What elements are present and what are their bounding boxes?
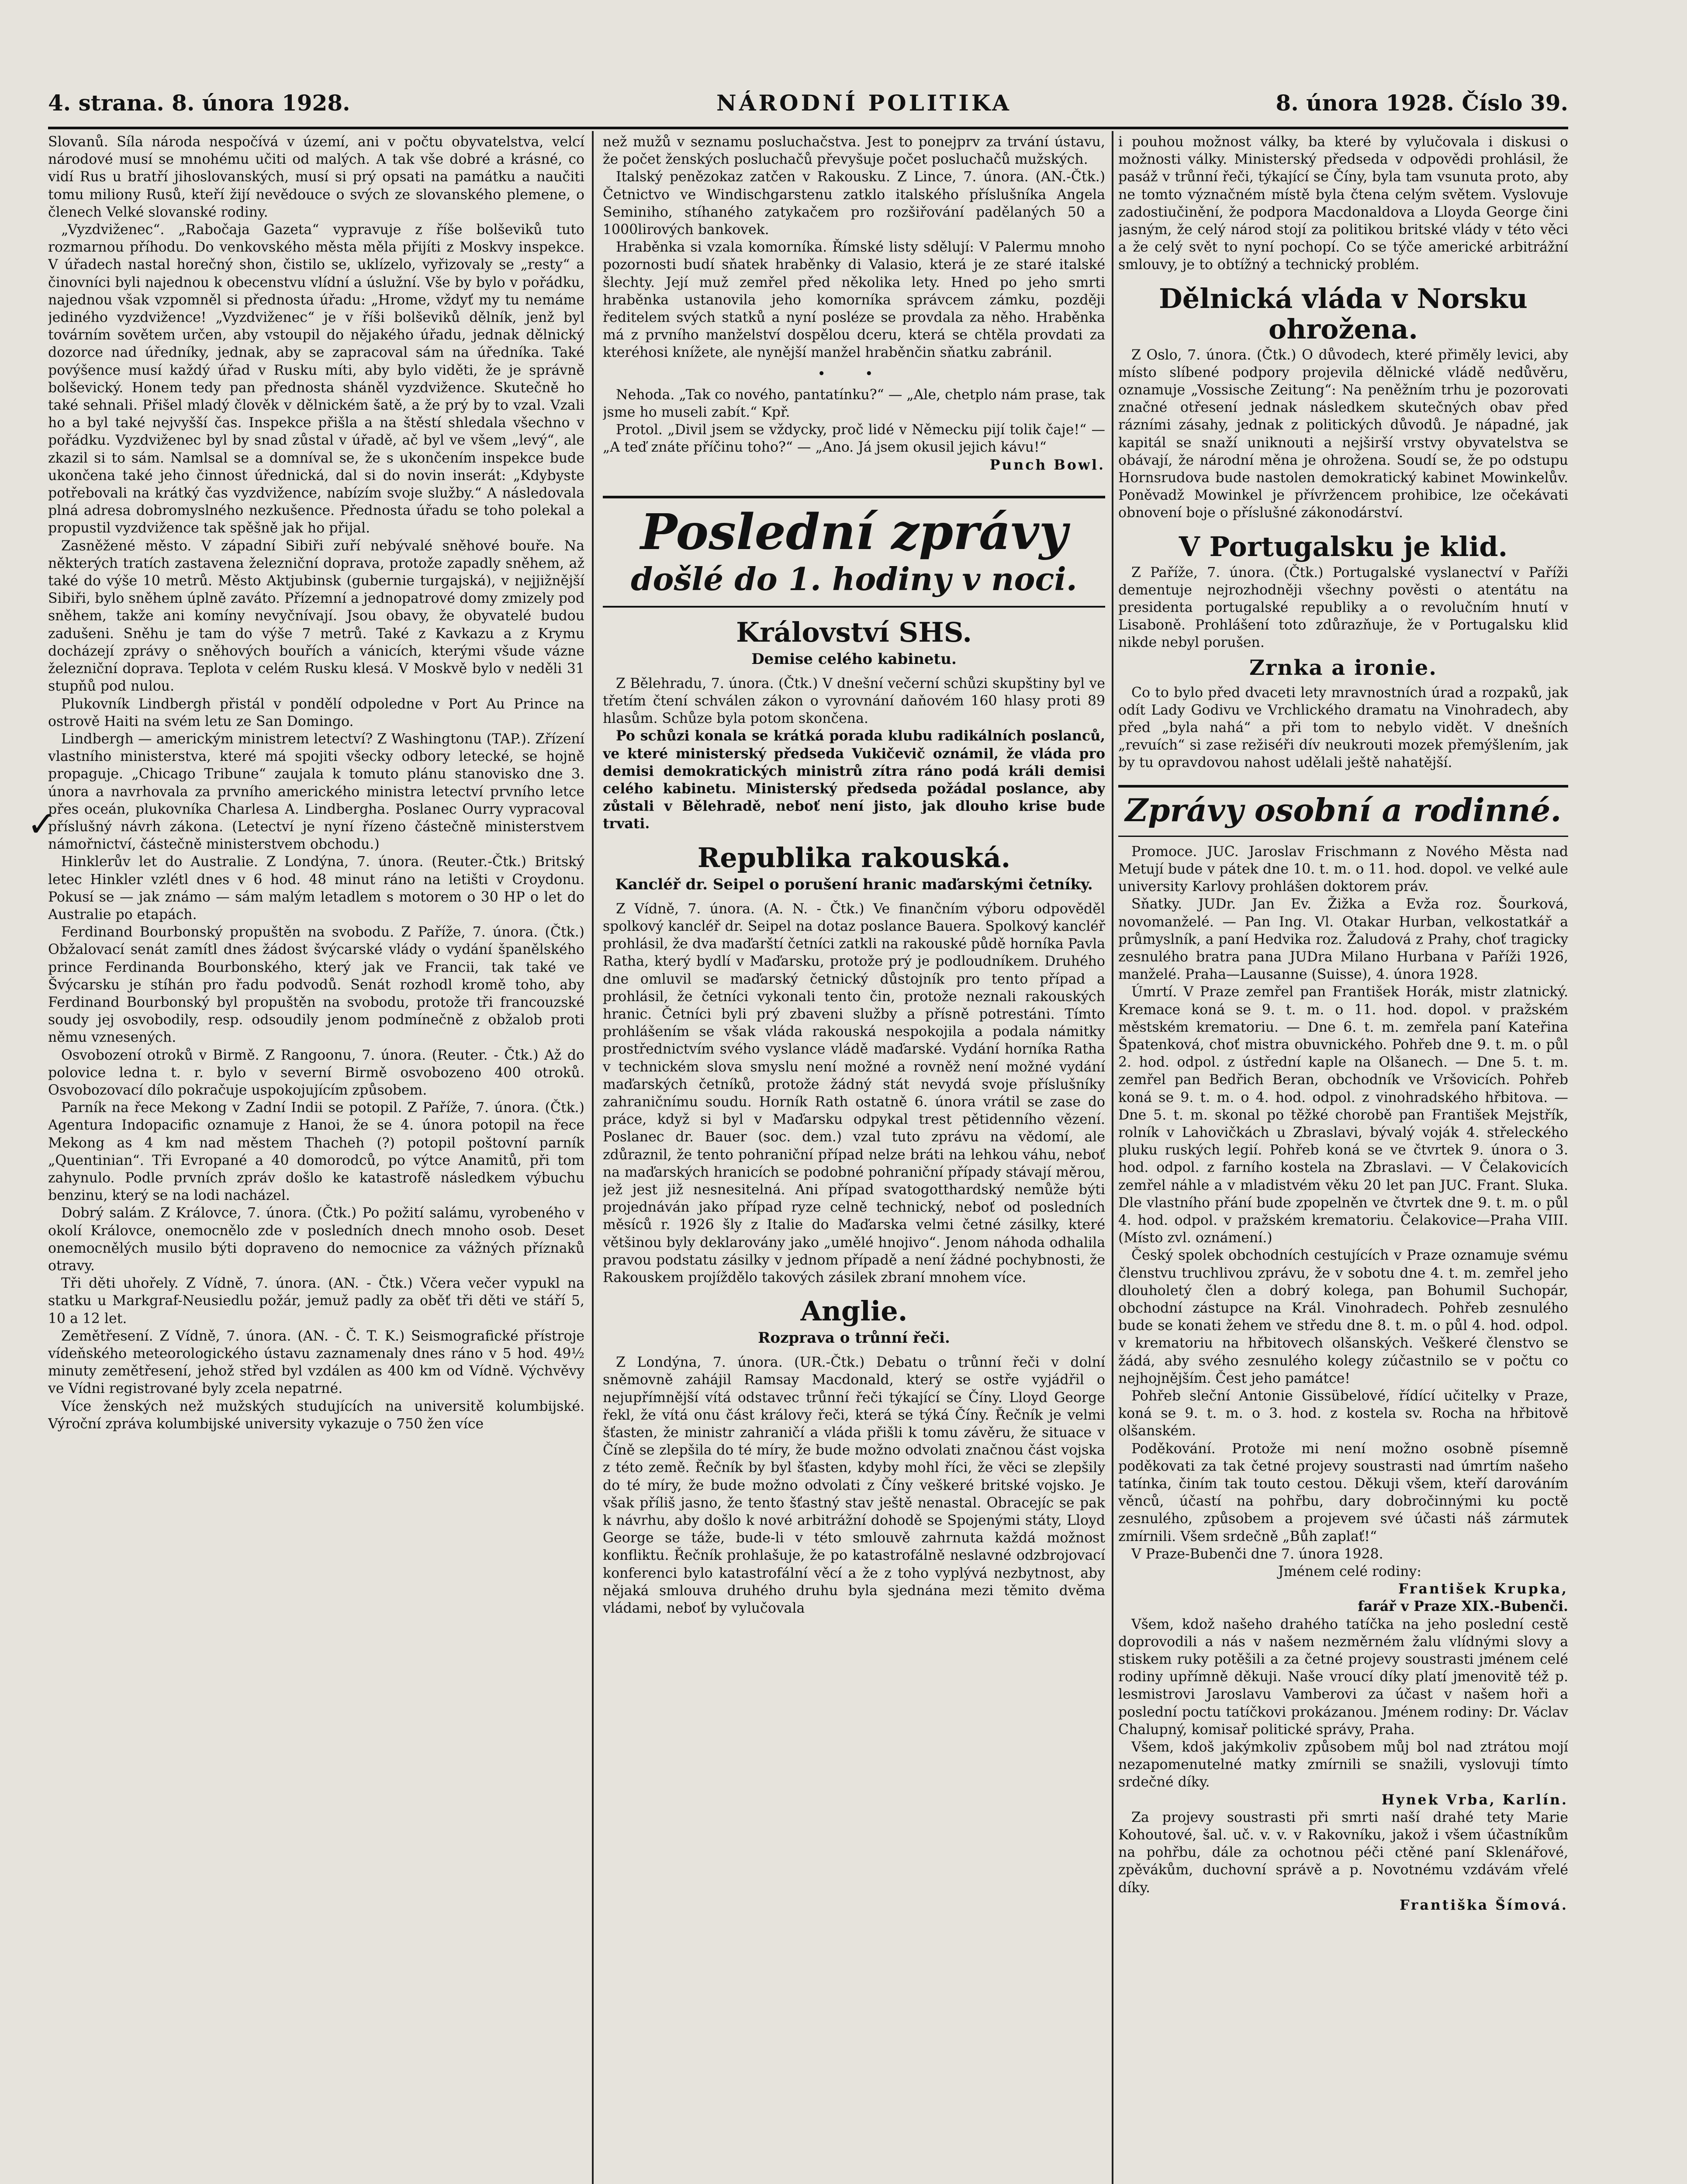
article-rakouska: Z Vídně, 7. února. (A. N. - Čtk.) Ve finančním výboru odpověděl spolkový kancléř dr. Seipel na dotaz poslance Bauera. Spolkový kancléř prohlásil, že dva maďarští četníci zatkli na rakouské půdě horníka Pavla Ratha, který bydlí v Maďarsku, protože prý je podloudníkem. Druhého dne omluvil se maďarský četnický důstojník pro tento případ a prohlásil, že četníci vykonali tento čin, protože neznali rakouských hranic. Četníci byli prý zbaveni služby a přísně potrestáni. Tímto prohlášením se však vláda rakouská nespokojila a podala námitky prostřednictvím svého vyslance vládě maďarské. Vydání horníka Ratha v technickém slova smyslu není možné a rovněž není možné vydání maďarských četníků, protože žádný stát nevydá svoje příslušníky zahraničnímu soudu. Horník Rath ostatně 6. února vrátil se zase do práce, když si byl v Maďarsku odpykal trest pětidenního vězení. Poslanec dr. Bauer (soc. dem.) vzal tuto zprávu na vědomí, ale zdůraznil, že tento pohraniční případ nelze bráti na lehkou váhu, neboť na maďarských hranicích se podobné pohraniční případy stávají měrou, jež jest již nesnesitelná. Ani případ svatogotthardský nemůže býti projednáván jako případ ryze celně technický, neboť od posledních měsíců r. 1926 šly z Italie do Maďarska velmi četné zásilky, které většinou byly deklarovány jako „umělé hnojivo“. Jenom náhoda odhalila pravou podstatu zásilky v jednom případě a není žádné pochybnosti, že Rakouskem projíždělo takových zásilek zbraní mnohem více.: [603, 901, 1105, 1286]
subhead-anglie: Rozprava o trůnní řeči.: [758, 1329, 950, 1347]
article-shs: Z Bělehradu, 7. února. (Čtk.) V dnešní večerní schůzi skupštiny byl ve třetím čtení schválen zákon o vyrovnání daňovém 160 hlasy proti 89 hlasům. Schůze byla potom skončena.: [603, 675, 1105, 727]
masthead: NÁRODNÍ POLITIKA: [716, 90, 1012, 116]
section-portugalsko: V Portugalsku je klid.: [1179, 530, 1508, 563]
article-salam: Dobrý salám. Z Královce, 7. února. (Čtk.) Po požití salámu, vyrobeného v okolí Královce, onemocnělo zde v posledních dnech mnoho osob. Deset onemocnělých musilo býti dopraveno do nemocnice za vážných příznaků otravy.: [48, 1205, 584, 1274]
article-birma: Osvobození otroků v Birmě. Z Rangoonu, 7. února. (Reuter. - Čtk.) Až do polovice ledna t. r. bylo v severní Birmě osvobozeno 400 otroků. Osvobozovací dílo pokračuje uspokojujícím způsobem.: [48, 1047, 584, 1098]
latest-news-title: Poslední zprávy: [640, 503, 1068, 561]
article-lindbergh-minister: Lindbergh — americkým ministrem letectví? Z Washingtonu (TAP.). Zřízení vlastního ministerstva, které má spojiti všecky odbory letecké, se hojně propaguje. „Chicago Tribune“ zaujala k tomuto plánu stanovisko dne 3. února a navrhovala za prvního amerického ministra letectví prvního letce přes oceán, plukovníka Charlesa A. Lindbergha. Poslanec Ourry vypracoval příslušný návrh zákona. (Letectví je nyní řízeno částečně ministerstvem námořnictví, částečně ministerstvem obchodu.): [48, 731, 584, 853]
header-right: 8. února 1928. Číslo 39.: [1276, 90, 1568, 116]
notice-spolek: Český spolek obchodních cestujících v Praze oznamuje svému členstvu truchlivou zprávu, že v sobotu dne 4. t. m. zemřel jeho dlouholetý člen a dobrý kolega, pan Bohumil Suchopár, obchodní zástupce na Král. Vinohradech. Pohřeb zesnulého bude se konati žehem ve středu dne 8. t. m. o půl 4. hod. odpol. v krematoriu na hřbitovech olšanských. Veškeré členstvo se žádá, aby svého zesnulého kolegy zúčastnilo se v počtu co nejhojnějším. Čest jeho památce!: [1118, 1248, 1568, 1386]
section-norsko: Dělnická vláda v Norsku ohrožena.: [1159, 282, 1528, 345]
column-rule-2: [1112, 131, 1113, 2184]
latest-news-subtitle: došlé do 1. hodiny v noci.: [631, 560, 1077, 598]
article-ferdinand: Ferdinand Bourbonský propuštěn na svobodu. Z Paříže, 7. února. (Čtk.) Obžalovací senát zamítl dnes žádost švýcarské vlády o vydání španělského prince Ferdinanda Bourbonského, který jak ve Francii, tak také ve Švýcarsku je stíhán pro řadu podvodů. Senát rozhodl kromě toho, aby Ferdinand Bourbonský byl propuštěn na svobodu, protože tři francouzské soudy jej osvobodily, resp. odsoudily jenom podmínečně z obžalob proti němu vznesených.: [48, 924, 584, 1046]
check-mark: ✓: [27, 804, 57, 844]
article-tri-deti: Tři děti uhořely. Z Vídně, 7. února. (AN. - Čtk.) Včera večer vypukl na statku u Markgraf-Neusiedlu požár, jemuž padly za oběť tři děti ve stáří 5, 10 a 12 let.: [48, 1275, 584, 1327]
notice-podekovani: Poděkování. Protože mi není možno osobně písemně poděkovati za tak četné projevy soustrasti nad úmrtím našeho tatínka, činím tak touto cestou. Děkuji všem, kteří darováním věnců, účastí na pohřbu, dary dobročinnými ku poctě zesnulého, způsobem a projevem své účasti náš zármutek zmírnili. Všem srdečně „Bůh zaplať!“: [1118, 1441, 1568, 1545]
article-intro: Slovanů. Síla národa nespočívá v území, ani v počtu obyvatelstva, velcí národové musí se mnohému učiti od malých. A tak vše dobré a krásné, co vidí Rus u bratří jihoslovanských, musí si prý opsati na památku a naučiti tomu miliony Rusů, kteří žijí nevědouce o svých ze slovanského plemene, o členech Velké slovanské rodiny.: [48, 134, 584, 220]
header-rule: [48, 127, 1568, 129]
section-rakouska: Republika rakouská.: [697, 841, 1011, 874]
section-osobni: Zprávy osobní a rodinné.: [1118, 785, 1568, 837]
article-anglie-cont: i pouhou možnost války, ba které by vylučovala i diskusi o možnosti války. Ministerský předseda v odpovědi prohlásil, že pasáž v trůnní řeči, týkající se Číny, byla tam vsunuta proto, aby ne tomto význačném místě byla čtena celým světem. Vyslovuje zadostiučinění, že podpora Macdonaldova a Lloyda George čini jasným, že celý národ stojí za politikou britské vlády v této věci a že celý svět to nyní pochopí. Co se týče americké arbitrážní smlouvy, je to obtížný a technický problém.: [1118, 134, 1568, 273]
subhead-shs: Demise celého kabinetu.: [751, 650, 957, 668]
notice-pohreb: Pohřeb sleční Antonie Gissübelové, řídící učitelky v Praze, koná se 9. t. m. o 3. hod. z kostela sv. Rocha na hřbitově olšanském.: [1118, 1388, 1568, 1439]
article-anglie: Z Londýna, 7. února. (UR.-Čtk.) Debatu o trůnní řeči v dolní sněmovně zahájil Ramsay Macdonald, který se ostře vyjádřil o nejupřímnější vítá odstavec trůnní řeči týkající se Číny. Lloyd George řekl, že vítá onu část královy řeči, která se týká Číny. Řečník je velmi šťasten, že ministr zahraničí a vláda přišli k tomu závěru, že situace v Číně se zlepšila do té míry, že bude možno odvolati značnou část vojska z této země. Řečník by byl šťasten, kdyby mohl říci, že věci se zlepšily do té míry, že bude možno odvolati z Číny veškeré britské vojsko. Je však příliš jasno, že tento šťastný stav ještě nenastal. Obracejíc se pak k návrhu, aby došlo k nové arbitrážní dohodě se Spojenými státy, Lloyd George se táže, bude-li v této smlouvě zahrnuta každá možnost konfliktu. Řečník prohlašuje, že po katastrofálně neslavné odzbrojovací konferenci bylo katastrofální věcí a že z toho vyplývá nezbytnost, aby nějaká smlouva druhého druhu byla sjednána mezi těmito dvěma vládami, neboť by vylučovala: [603, 1355, 1105, 1616]
article-zasnezene: Zasněžené město. V západní Sibiři zuří nebývalé sněhové bouře. Na některých tratích zastavena železniční doprava, protože zapadly sněhem, až také do výše 10 metrů. Město Aktjubinsk (gubernie turgajská), v nejjižnější Sibiři, bylo sněhem úplně zaváto. Přízemní a jednopatrové domy zmizely pod sněhem, takže ani komíny nevyčnívají. Jsou obavy, že obyvatelé budou zadušeni. Sněhu je tam do výše 7 metrů. Také z Kavkazu a z Krymu docházejí zprávy o sněhových bouřích a vánicích, kterými všude vázne železniční doprava. Teplota v celém Rusku klesá. V Moskvě bylo v neděli 31 stupňů pod nulou.: [48, 538, 584, 695]
article-norsko: Z Oslo, 7. února. (Čtk.) O důvodech, které přiměly levici, aby místo slíbené podpory projevila dělnické vládě nedůvěru, oznamuje „Vossische Zeitung“: Na peněžním trhu je pozorovati značné otřesení jednak následkem skutečných obav před rázními zásahy, jednak z politických důvodů. Je nápadné, jak kapitál se snaží uniknouti a nejširší vrstvy obyvatelstva se obávají, že národní měna je ohrožena. Soudí se, že po odstupu Hornsrudova bude nastolen demokratický kabinet Mowinkelův. Poněvadž Mowinkel je přívržencem prohibice, lze očekávati obnovení boje o příslušné zákonodárství.: [1118, 347, 1568, 521]
notice-soustrast: Za projevy soustrasti při smrti naší drahé tety Marie Kohoutové, šal. uč. v. v. v Rakovníku, jakož i všem účastníkům na pohřbu, dále za ochotnou péči ctěné paní Sklenářové, zpěvákům, duchovní správě a p. Novotnému vzdávám vřelé díky.: [1118, 1809, 1568, 1896]
article-portugalsko: Z Paříže, 7. února. (Čtk.) Portugalské vyslanectví v Paříži dementuje nejrozhodněji všechny pověsti o atentátu na presidenta portugalské republiky a o revolučním hnutí v Lisaboně. Prohlášení toto zdůrazňuje, že v Portugalsku klid nikde nebyl porušen.: [1118, 564, 1568, 651]
article-lindbergh: Plukovník Lindbergh přistál v pondělí odpoledne v Port Au Prince na ostrově Haiti na svém letu ze San Domingo.: [48, 696, 584, 729]
page-header: [48, 90, 1568, 121]
column-3: [1118, 133, 1568, 2184]
article-zrnka: Co to bylo před dvaceti lety mravnostních úrad a rozpaků, jak odít Lady Godivu ve Vrchlického dramatu na Vinohradech, aby před „byla nahá“ a při tom to nebylo vidět. V dnešních „revuích“ si zase režiséři dív neukrouti mozek přemýšlením, jak by tu opravdovou nahost udělali ještě nahatější.: [1118, 684, 1568, 771]
section-shs: Království SHS.: [736, 616, 972, 648]
column-rule-1: [592, 131, 594, 2184]
subhead-rakouska: Kancléř dr. Seipel o porušení hranic maďarskými četníky.: [615, 875, 1093, 893]
section-zrnka: Zrnka a ironie.: [1249, 655, 1438, 680]
article-hrabenka: Hraběnka si vzala komorníka. Římské listy sdělují: V Palermu mnoho pozornosti budí sňatek hraběnky di Valasio, která je ze staré italské šlechty. Její muž zemřel před několika lety. Hned po jeho smrti hraběnka ustanovila jeho komorníka správcem zámku, později ředitelem svých statků a nyní posléze se provdala za něho. Hraběnka má z prvního manželství dospělou dceru, která se chtěla provdati za kteréhosi knížete, ale nynější manžel hraběnčin sňatku zabránil.: [603, 239, 1105, 361]
article-hinkler: Hinklerův let do Australie. Z Londýna, 7. února. (Reuter.-Čtk.) Britský letec Hinkler vzlétl dnes v 6 hod. 48 minut ráno na letišti v Croydonu. Pokusí se — jak známo — sám malým letadlem s motorem o 30 HP o let do Australie po etapách.: [48, 854, 584, 923]
article-penezokaz: Italský penězokaz zatčen v Rakousku. Z Lince, 7. února. (AN.-Čtk.) Četnictvo ve Windischgarstenu zatklo italského příslušníka Angela Seminiho, stíhaného zatykačem pro rozšiřování padělaných 50 a 1000lirových bankovek.: [603, 169, 1105, 238]
article-vyzdvizenec: „Vyzdviženec“. „Rabočaja Gazeta“ vypravuje z říše bolševiků tuto rozmarnou příhodu. Do venkovského města měla přijíti z Moskvy inspekce. V úřadech nastal horečný shon, čistilo se, uklízelo, vyřizovaly se „resty“ a činovníci byli najednou k obecenstvu vlídní a úslužní. Vše by bylo v pořádku, najednou však vzpomněl si přednosta úřadu: „Hrome, vždyť my tu nemáme jediného vyzdvižence! „Vyzdviženec“ je v říši bolševiků dělník, jenž byl továrním sovětem určen, aby vstoupil do nějakého úřadu, jednak dělnický dozorce nad úředníky, jednak, aby se zapracoval sám na úředníka. Také povýšence musí každý úřad v Rusku míti, aby bylo viděti, že je správně bolševický. Honem tedy pan přednosta sháněl vyzdvižence. Skutečně ho také sehnali. Přišel mladý člověk v dělnickém šatě, a že prý by to vzal. Vzali ho a byl také nejvyšší čas. Inspekce přišla a na štěstí shledala všechno v pořádku. Vyzdviženec byl by snad zůstal v úřadě, ač byl ve všem „levý“, ale zkazil si to sám. Namlsal se a domníval se, že s ukončením inspekce bude ukončena také jeho činnost úřednická, dal si do novin inserát: „Kdybyste potřebovali na krátký čas vyzdvižence, nabízím svoje služby.“ A následovala plná adresa dobromyslného nezkušence. Přednosta úřadu se toho polekal a propustil vyzdvižence tak spěšně jak ho přijal.: [48, 222, 584, 536]
notice-podek-sig: František Krupka,: [1398, 1581, 1568, 1597]
joke-protol: Protol. „Divil jsem se vždycky, proč lidé v Německu pijí tolik čaje!“ — „A teď znáte příčinu toho?“ — „Ano. Já jsem okusil jejich kávu!“: [603, 422, 1105, 456]
notice-snatky: Sňatky. JUDr. Jan Ev. Žižka a Evža roz. Šourková, novomanželé. — Pan Ing. Vl. Otakar Hurban, velkostatkář a průmyslník, a paní Hedvika roz. Žaludová z Prahy, choť tragicky zesnulého bratra pana JUDra Milano Hurbana v Paříži 1926, manželé. Praha—Lausanne (Suisse), 4. února 1928.: [1118, 896, 1568, 983]
notice-soustrast-sig: Františka Šímová.: [1400, 1897, 1568, 1913]
notice-promoce: Promoce. JUC. Jaroslav Frischmann z Nového Města nad Metují bude v pátek dne 10. t. m. o 11. hod. dopol. ve velké aule university Karlovy prohlášen doktorem práv.: [1118, 843, 1568, 895]
article-shs-bold: Po schůzi konala se krátká porada klubu radikálních poslanců, ve které ministerský předseda Vukičevič oznámil, že vláda pro demisi demokratických ministrů zítra ráno podá králi demisi celého kabinetu. Ministerský předseda požádal poslance, aby zůstali v Bělehradě, neboť není jisto, jak dlouho krise bude trvati.: [603, 728, 1105, 832]
notice-vsem-2: Všem, kdoš jakýmkoliv způsobem můj bol nad ztrátou mojí nezapomenutelné matky zmírnili se snažili, vyslovuji tímto srdečné díky.: [1118, 1739, 1568, 1790]
separator-stars: • •: [817, 366, 891, 382]
section-anglie: Anglie.: [800, 1295, 908, 1327]
article-parnik: Parník na řece Mekong v Zadní Indii se potopil. Z Paříže, 7. února. (Čtk.) Agentura Indopacific oznamuje z Hanoi, že se 4. února potopil na řece Mekong as 4 km nad městem Thacheh (?) potopil poštovní parník „Quentinian“. Tři Evropané a 40 domorodců, po výtce Anamitů, při tom zahynulo. Podle prvních zpráv došlo ke katastrofě následkem výbuchu benzinu, který se na lodi nacházel.: [48, 1100, 584, 1204]
notice-podek-place: V Praze-Bubenči dne 7. února 1928.: [1131, 1546, 1383, 1562]
article-zenskych: Více ženských než mužských studujících na universitě kolumbijské. Výroční zpráva kolumbijské university vykazuje o 750 žen více: [48, 1398, 584, 1432]
latest-news-banner: [603, 496, 1105, 608]
article-continuation: než mužů v seznamu posluchačstva. Jest to ponejprv za trvání ústavu, že počet ženských posluchačů převyšuje počet posluchačů mužských.: [603, 134, 1105, 168]
header-left: 4. strana. 8. února 1928.: [48, 90, 350, 116]
joke-source: Punch Bowl.: [989, 456, 1105, 473]
column-2: [603, 133, 1105, 2184]
notice-vsem-2-sig: Hynek Vrba, Karlín.: [1381, 1791, 1568, 1808]
notice-podek-role: farář v Praze XIX.-Bubenči.: [1358, 1598, 1568, 1615]
article-zemetreseni: Zemětřesení. Z Vídně, 7. února. (AN. - Č. T. K.) Seismografické přístroje vídeňského meteorologického ústavu zaznamenaly dnes ráno v 5 hod. 49½ minuty zemětřesení, jehož střed byl vzdálen as 400 km od Vídně. Výchvěvy ve Vídni registrované byly zcela nepatrné.: [48, 1328, 584, 1397]
joke-nehoda: Nehoda. „Tak co nového, pantatínku?“ — „Ale, chetplo nám prase, tak jsme ho museli zabít.“ Kpř.: [603, 387, 1105, 421]
notice-podek-jmenem: Jménem celé rodiny:: [1278, 1564, 1421, 1580]
notice-vsem-1: Všem, kdož našeho drahého tatíčka na jeho poslední cestě doprovodili a nás v našem nezměrném žalu vlídnými slovy a stiskem ruky potěšili a za četné projevy soustrasti jménem celé rodiny upřímně děkuji. Naše vroucí díky platí jmenovitě též p. lesmistrovi Jaroslavu Vamberovi za účast v našem hoři a poslední poctu tatíčkovi prokázanou. Jménem rodiny: Dr. Václav Chalupný, komisař politické správy, Praha.: [1118, 1616, 1568, 1738]
notice-umrti: Úmrtí. V Praze zemřel pan František Horák, mistr zlatnický. Kremace koná se 9. t. m. o 11. hod. dopol. v pražském městském krematoriu. — Dne 6. t. m. zemřela paní Kateřina Špatenková, choť mistra obuvnického. Pohřeb dne 9. t. m. o půl 2. hod. odpol. z ústřední kaple na Olšanech. — Dne 5. t. m. zemřel pan Bedřich Beran, obchodník ve Vršovicích. Pohřeb koná se 9. t. m. o 4. hod. odpol. z vinohradského hřbitova. — Dne 5. t. m. skonal po těžké chorobě pan František Mejstřík, rolník v Lahovičkách u Zbraslavi, bývalý voják 4. střeleckého pluku ruských legií. Pohřeb koná se ve čtvrtek 9. února o 3. hod. odpol. z farního kostela na Zbraslavi. — V Čelakovicích zemřel náhle a v mladistvém věku 20 let pan JUC. Frant. Sluka. Dle vlastního přání bude zpopelněn ve čtvrtek dne 9. t. m. o půl 4. hod. odpol. v pražském krematoriu. Čelakovice—Praha VIII. (Místo zvl. oznámení.): [1118, 984, 1568, 1246]
column-1: [48, 133, 584, 2184]
